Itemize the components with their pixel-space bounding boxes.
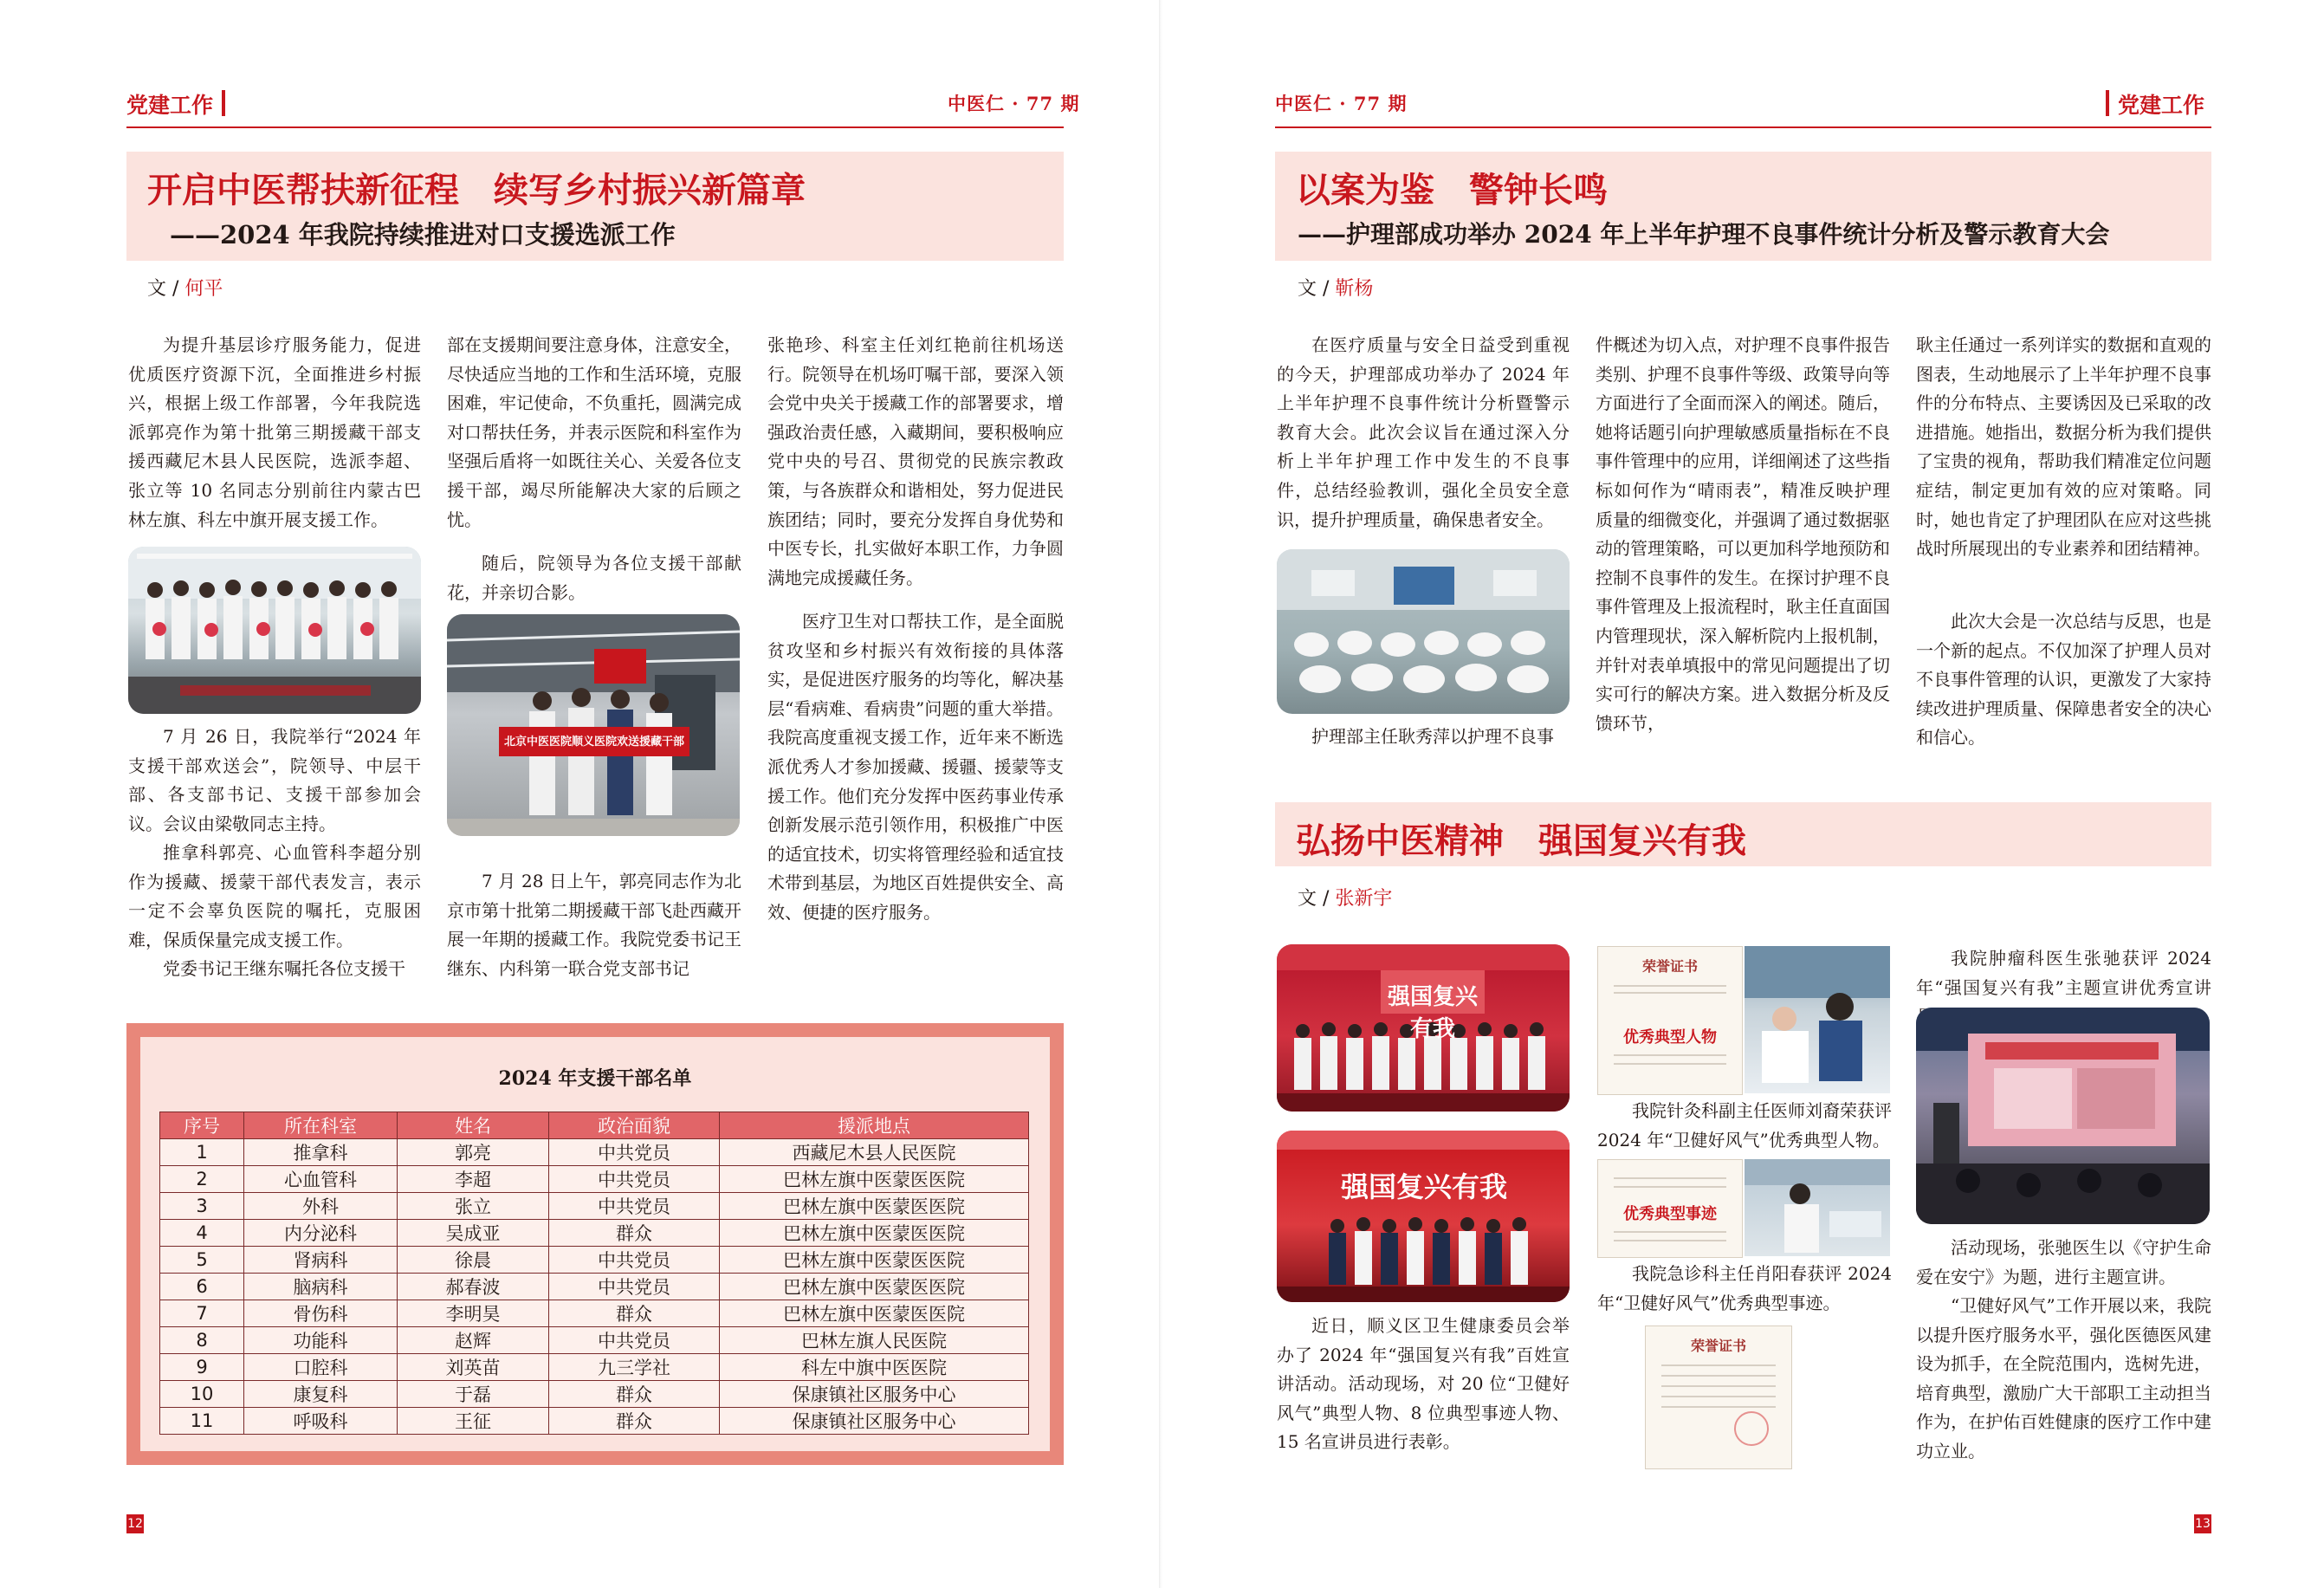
body-text-c1p1: 为提升基层诊疗服务能力，促进优质医疗资源下沉，全面推进乡村振兴，根据上级工作部署，今年我院选派郭亮作为第十批第三期援藏干部支援西藏尼木县人民医院，选派李超、张立等 10 名同志分别前往内蒙古巴林左旗、科左中旗开展支援工作。 (128, 334, 421, 530)
table-cell: 肾病科 (244, 1247, 398, 1274)
doctor-at-work-illustration (1745, 946, 1890, 1093)
nursing-meeting-photo (1277, 549, 1570, 714)
article2-title: 弘扬中医精神 强国复兴有我 (1296, 820, 1746, 861)
a1-text-c1p1: 在医疗质量与安全日益受到重视的今天，护理部成功举办了 2024 年上半年护理不良事件统计分析暨警示教育大会。此次会议旨在通过深入分析上半年护理工作中发生的不良事件，总结经验教训，强化全员安全意识，提升护理质量，确保患者安全。 (1277, 334, 1570, 530)
author-name: 靳杨 (1335, 278, 1374, 300)
ceremony-stage-illustration-2 (1277, 1131, 1570, 1302)
table-cell: 王征 (398, 1408, 549, 1435)
table-cell: 2 (160, 1166, 244, 1193)
a1-text-c1p2: 护理部主任耿秀萍以护理不良事 (1311, 726, 1554, 747)
table-cell: 保康镇社区服务中心 (720, 1408, 1029, 1435)
table-cell: 于磊 (398, 1381, 549, 1408)
author-prefix: 文 / (1298, 278, 1336, 300)
table-cell: 赵辉 (398, 1327, 549, 1354)
table-cell: 郭亮 (398, 1139, 549, 1166)
table-header: 序号 (160, 1112, 244, 1139)
table-cell: 7 (160, 1300, 244, 1327)
author-prefix: 文 / (147, 278, 185, 300)
table-cell: 西藏尼木县人民医院 (720, 1139, 1029, 1166)
body-text-c2p1: 部在支援期间要注意身体，注意安全，尽快适应当地的工作和生活环境，克服困难，牢记使命，不负重托，圆满完成对口帮扶任务，并表示医院和科室作为坚强后盾将一如既往关心、关爱各位支援干部，竭尽所能解决大家的后顾之忧。 (447, 334, 741, 530)
body-text-c3p2: 医疗卫生对口帮扶工作，是全面脱贫攻坚和乡村振兴有效衔接的具体落实，是促进医疗服务的均等化，解决基层“看病难、看病贵”问题的重大举措。我院高度重视支援工作，近年来不断选派优秀人才参加援藏、援疆、援蒙等支援工作。他们充分发挥中医药事业传承创新发展示范引领作用，积极推广中医的适宜技术，切实将管理经验和适宜技术带到基层，为地区百姓提供安全、高效、便捷的医疗服务。 (767, 611, 1064, 923)
caption-xiao: 我院急诊科主任肖阳春获评 2024 年“卫健好风气”优秀典型事迹。 (1597, 1263, 1892, 1313)
issue-label-right: 中医仁 · 77 期 (1275, 93, 1408, 114)
table-cell: 巴林左旗中医蒙医医院 (720, 1220, 1029, 1247)
table-cell: 康复科 (244, 1381, 398, 1408)
table-cell: 中共党员 (549, 1247, 720, 1274)
table-title: 2024 年支援干部名单 (498, 1067, 692, 1090)
table-cell: 巴林左旗中医蒙医医院 (720, 1247, 1029, 1274)
article-title: 开启中医帮扶新征程 续写乡村振兴新篇章 (147, 170, 806, 211)
banner-text: 北京中医医院顺义医院欢送援藏干部 (503, 736, 684, 749)
table-row (160, 1300, 1029, 1327)
meeting-room-illustration (1277, 549, 1570, 714)
body-text-c1p2: 7 月 26 日，我院举行“2024 年支援干部欢送会”，院领导、中层干部、各支部书记、支援干部参加会议。会议由梁敬同志主持。 (128, 726, 421, 834)
body-text-c2p3: 7 月 28 日上午，郭亮同志作为北京市第十批第二期援藏干部飞赴西藏开展一年期的援藏工作。我院党委书记王继东、内科第一联合党支部书记 (447, 871, 741, 979)
lecture-photo (1916, 1008, 2210, 1224)
table-cell: 口腔科 (244, 1354, 398, 1381)
table-cell: 巴林左旗中医蒙医医院 (720, 1274, 1029, 1300)
table-cell: 巴林左旗中医蒙医医院 (720, 1166, 1029, 1193)
author-name: 张新宇 (1335, 888, 1393, 910)
table-cell: 功能科 (244, 1327, 398, 1354)
header-rule-right (1275, 126, 2211, 128)
table-header: 所在科室 (244, 1112, 398, 1139)
page-number-left: 12 (126, 1514, 144, 1533)
table-cell: 刘英苗 (398, 1354, 549, 1381)
table-cell: 呼吸科 (244, 1408, 398, 1435)
table-cell: 中共党员 (549, 1327, 720, 1354)
article2-author (1298, 884, 1392, 911)
issue-label-left: 中医仁 · 77 期 (948, 93, 1080, 114)
table-cell: 4 (160, 1220, 244, 1247)
seal-stamp (1734, 1411, 1769, 1446)
section-divider-bar-right (2106, 90, 2109, 116)
table-cell: 群众 (549, 1381, 720, 1408)
certificate-slogan: 优秀典型人物 (1623, 1028, 1717, 1047)
honor-certificate-1 (1597, 946, 1743, 1095)
a2-text-c1p1: 近日，顺义区卫生健康委员会举办了 2024 年“强国复兴有我”百姓宣讲活动。活动现场，对 20 位“卫健好风气”典型人物、8 位典型事迹人物、15 名宣讲员进行表彰。 (1277, 1315, 1570, 1453)
table-cell: 10 (160, 1381, 244, 1408)
doctor-liu-photo (1745, 946, 1890, 1093)
table-cell: 李超 (398, 1166, 549, 1193)
table-cell: 5 (160, 1247, 244, 1274)
table-header: 援派地点 (720, 1112, 1029, 1139)
table-cell: 推拿科 (244, 1139, 398, 1166)
table-row (160, 1408, 1029, 1435)
article-subtitle: ——2024 年我院持续推进对口支援选派工作 (170, 220, 676, 250)
farewell-meeting-photo (128, 547, 421, 714)
table-row (160, 1327, 1029, 1354)
table-cell: 保康镇社区服务中心 (720, 1381, 1029, 1408)
certificate-title: 荣誉证书 (1641, 958, 1698, 975)
section-label-left: 党建工作 (126, 93, 214, 118)
table-row (160, 1354, 1029, 1381)
award-ceremony-photo-2 (1277, 1131, 1570, 1302)
table-cell: 心血管科 (244, 1166, 398, 1193)
page-number-right: 13 (2194, 1514, 2211, 1533)
table-cell: 1 (160, 1139, 244, 1166)
table-header: 政治面貌 (549, 1112, 720, 1139)
table-cell: 9 (160, 1354, 244, 1381)
table-cell: 中共党员 (549, 1139, 720, 1166)
a2-text-c3p3: “卫健好风气”工作开展以来，我院以提升医疗服务水平，强化医德医风建设为抓手，在全院范围内，选树先进，培育典型，激励广大干部职工主动担当作为，在护佑百姓健康的医疗工作中建功立业。 (1916, 1295, 2211, 1462)
table-row (160, 1274, 1029, 1300)
stage-backdrop-text: 强国复兴有我 (1387, 984, 1478, 1042)
honor-certificate-3 (1645, 1325, 1792, 1469)
table-row (160, 1247, 1029, 1274)
cadre-table (159, 1112, 1029, 1435)
table-cell: 群众 (549, 1300, 720, 1327)
section-divider-bar (222, 90, 225, 116)
airport-sendoff-photo (447, 614, 740, 836)
section-label-right: 党建工作 (2118, 93, 2205, 118)
table-cell: 吴成亚 (398, 1220, 549, 1247)
table-cell: 8 (160, 1327, 244, 1354)
body-text-c1p4: 党委书记王继东嘱托各位支援干 (163, 958, 405, 979)
table-row (160, 1193, 1029, 1220)
body-text-c3p1: 张艳珍、科室主任刘红艳前往机场送行。院领导在机场叮嘱干部，要深入领会党中央关于援藏工作的部署要求，增强政治责任感，入藏期间，要积极响应党中央的号召、贯彻党的民族宗教政策，与各族群众和谐相处，努力促进民族团结；同时，要充分发挥自身优势和中医专长，扎实做好本职工作，力争圆满地完成援藏任务。 (767, 334, 1064, 588)
table-cell: 11 (160, 1408, 244, 1435)
caption-liu: 我院针灸科副主任医师刘裔荣获评 2024 年“卫健好风气”优秀典型人物。 (1597, 1100, 1892, 1150)
table-cell: 张立 (398, 1193, 549, 1220)
table-cell: 中共党员 (549, 1274, 720, 1300)
table-row (160, 1220, 1029, 1247)
table-cell: 郝春波 (398, 1274, 549, 1300)
body-text-c1p3: 推拿科郭亮、心血管科李超分别作为援藏、援蒙干部代表发言，表示一定不会辜负医院的嘱托，克服困难，保质保量完成支援工作。 (128, 842, 421, 950)
group-photo-illustration (128, 547, 421, 714)
table-cell: 中共党员 (549, 1166, 720, 1193)
table-cell: 群众 (549, 1220, 720, 1247)
emergency-room-illustration (1745, 1159, 1890, 1256)
a1-text-c3p2: 此次大会是一次总结与反思，也是一个新的起点。不仅加深了护理人员对不良事件管理的认识，更激发了大家持续改进护理质量、保障患者安全的决心和信心。 (1916, 611, 2211, 749)
a2-text-c3p2: 活动现场，张驰医生以《守护生命 爱在安宁》为题，进行主题宣讲。 (1916, 1237, 2211, 1287)
airport-photo-illustration (447, 614, 740, 836)
table-row (160, 1166, 1029, 1193)
certificate-title-3: 荣誉证书 (1690, 1338, 1746, 1354)
body-text-c2p2: 随后，院领导为各位支援干部献花，并亲切合影。 (447, 553, 741, 603)
stage-backdrop-text-2: 强国复兴有我 (1340, 1170, 1507, 1203)
table-cell: 内分泌科 (244, 1220, 398, 1247)
a2-text-c3p1: 我院肿瘤科医生张驰获评 2024 年“强国复兴有我”主题宣讲优秀宣讲 (1916, 948, 2211, 998)
table-cell: 巴林左旗中医蒙医医院 (720, 1300, 1029, 1327)
table-cell: 脑病科 (244, 1274, 398, 1300)
table-header-row (160, 1112, 1029, 1139)
author-name: 何平 (184, 278, 223, 300)
article-author (147, 274, 223, 301)
article1-subtitle: ——护理部成功举办 2024 年上半年护理不良事件统计分析及警示教育大会 (1298, 220, 2110, 249)
table-cell: 李明昊 (398, 1300, 549, 1327)
table-cell: 巴林左旗人民医院 (720, 1327, 1029, 1354)
table-cell: 外科 (244, 1193, 398, 1220)
lecture-hall-illustration (1916, 1008, 2210, 1224)
table-cell: 6 (160, 1274, 244, 1300)
table-cell: 3 (160, 1193, 244, 1220)
doctor-xiao-photo (1745, 1159, 1890, 1256)
table-row (160, 1139, 1029, 1166)
honor-certificate-2 (1597, 1159, 1743, 1258)
award-ceremony-photo-1 (1277, 944, 1570, 1112)
table-cell: 科左中旗中医医院 (720, 1354, 1029, 1381)
table-row (160, 1381, 1029, 1408)
right-page (1162, 0, 2324, 1588)
certificate-slogan-2: 优秀典型事迹 (1623, 1205, 1717, 1223)
a1-text-c3p1: 耿主任通过一系列详实的数据和直观的图表，生动地展示了上半年护理不良事件的分布特点、主要诱因及已采取的改进措施。她指出，数据分析为我们提供了宝贵的视角，帮助我们精准定位问题症结，制定更加有效的应对策略。同时，她也肯定了护理团队在应对这些挑战时所展现出的专业素养和团结精神。 (1916, 334, 2211, 560)
table-cell: 骨伤科 (244, 1300, 398, 1327)
table-header: 姓名 (398, 1112, 549, 1139)
a1-text-c2p1: 件概述为切入点，对护理不良事件报告类别、护理不良事件等级、政策导向等方面进行了全面而深入的阐述。随后，她将话题引向护理敏感质量指标在不良事件管理中的应用，详细阐述了这些指标如何作为“晴雨表”，精准反映护理质量的细微变化，并强调了通过数据驱动的管理策略，可以更加科学地预防和控制不良事件的发生。在探讨护理不良事件管理及上报流程时，耿主任直面国内管理现状，深入解析院内上报机制，并针对表单填报中的常见问题提出了切实可行的解决方案。进入数据分析及反馈环节， (1596, 334, 1890, 734)
author-prefix: 文 / (1298, 888, 1336, 910)
article1-author (1298, 274, 1373, 301)
table-cell: 徐晨 (398, 1247, 549, 1274)
header-rule-left (126, 126, 1064, 128)
article1-title: 以案为鉴 警钟长鸣 (1296, 170, 1608, 211)
table-cell: 巴林左旗中医蒙医医院 (720, 1193, 1029, 1220)
table-cell: 九三学社 (549, 1354, 720, 1381)
table-cell: 中共党员 (549, 1193, 720, 1220)
table-cell: 群众 (549, 1408, 720, 1435)
